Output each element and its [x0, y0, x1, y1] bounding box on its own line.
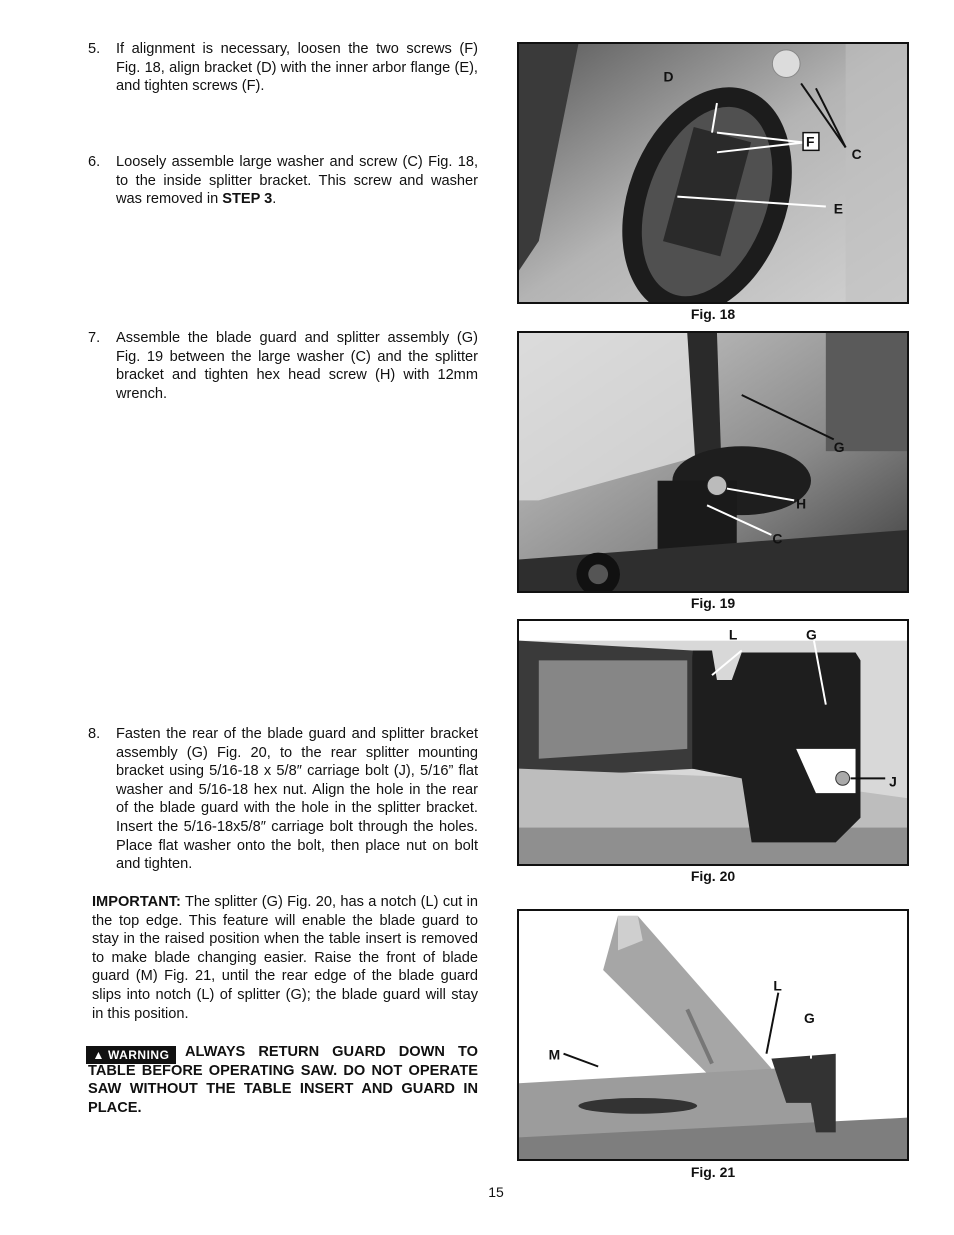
step-8 — [88, 725, 478, 874]
step-text-part: Loosely assemble large washer and screw (C) Fig. 18, to the inside splitter bracket. This screw and washer was removed in — [116, 154, 478, 208]
step-reference: STEP 3 — [222, 191, 273, 208]
step-number: 7. — [88, 330, 101, 346]
step-text: If alignment is necessary, loosen the two screws (F) Fig. 18, align bracket (D) with the inner arbor flange (E), and tighten screws (F). — [116, 41, 478, 95]
figure-18-caption: Fig. 18 — [690, 306, 736, 322]
step-number: 8. — [88, 726, 101, 742]
figure-label-l: L — [773, 977, 782, 994]
figure-label-j: J — [889, 773, 897, 790]
step-text: Assemble the blade guard and splitter assembly (G) Fig. 19 between the large washer (C) and the splitter bracket and tighten hex head screw (H) with 12mm wrench. — [116, 330, 478, 402]
figure-label-c: C — [772, 530, 783, 547]
figure-label-e: E — [833, 200, 843, 217]
figure-19-caption: Fig. 19 — [690, 595, 736, 611]
important-note — [92, 893, 478, 1023]
important-text: The splitter (G) Fig. 20, has a notch (L) cut in the top edge. This feature will enable the blade guard to stay in the raised position when the table insert is removed to make blade changing easier. Raise the front of blade guard (M) Fig. 21, until the rear edge of the blade guard slips into notch (L) of splitter (G); the blade guard will stay in this position. — [92, 894, 478, 1022]
step-number: 5. — [88, 41, 101, 57]
figure-label-c: C — [851, 146, 862, 163]
figure-18-photo — [517, 42, 909, 304]
step-6 — [88, 153, 478, 209]
figure-label-g: G — [804, 1010, 815, 1027]
step-text: Fasten the rear of the blade guard and splitter bracket assembly (G) Fig. 20, to the rear splitter mounting bracket using 5/16-18 x 5/8″ carriage bolt (J), 5/16” flat washer and 5/16-18 hex nut. Align the hole in the rear of the blade guard with the hole in the splitter bracket. Insert the 5/16-18x5/8″ carriage bolt through the holes. Place flat washer onto the bolt, then place nut on bolt and tighten. — [116, 726, 478, 873]
figure-19-photo — [517, 331, 909, 593]
figure-label-d: D — [663, 68, 674, 85]
warning-text: ALWAYS RETURN GUARD DOWN TO TABLE BEFORE OPERATING SAW. DO NOT OPERATE SAW WITHOUT THE TABLE INSERT AND GUARD IN PLACE. — [88, 1044, 478, 1116]
page-number: 15 — [488, 1184, 504, 1200]
important-label: IMPORTANT: — [92, 894, 181, 910]
warning-triangle-icon: ▲ — [92, 1048, 105, 1062]
figure-label-g: G — [833, 439, 845, 456]
figure-label-l: L — [728, 626, 738, 643]
figure-21-caption: Fig. 21 — [690, 1164, 736, 1180]
warning-text-block — [88, 1043, 478, 1117]
step-5 — [88, 40, 478, 96]
figure-label-g: G — [806, 626, 817, 643]
figure-21-photo — [517, 909, 909, 1161]
warning-badge-label: WARNING — [107, 1048, 170, 1062]
step-text — [116, 153, 478, 209]
step-number: 6. — [88, 154, 101, 170]
figure-label-m: M — [548, 1046, 561, 1063]
step-text-part: . — [272, 191, 277, 208]
figure-label-f: F — [806, 133, 815, 150]
figure-20-caption: Fig. 20 — [690, 868, 736, 884]
figure-label-h: H — [796, 495, 807, 512]
figure-20-photo — [517, 619, 909, 866]
step-7 — [88, 329, 478, 403]
